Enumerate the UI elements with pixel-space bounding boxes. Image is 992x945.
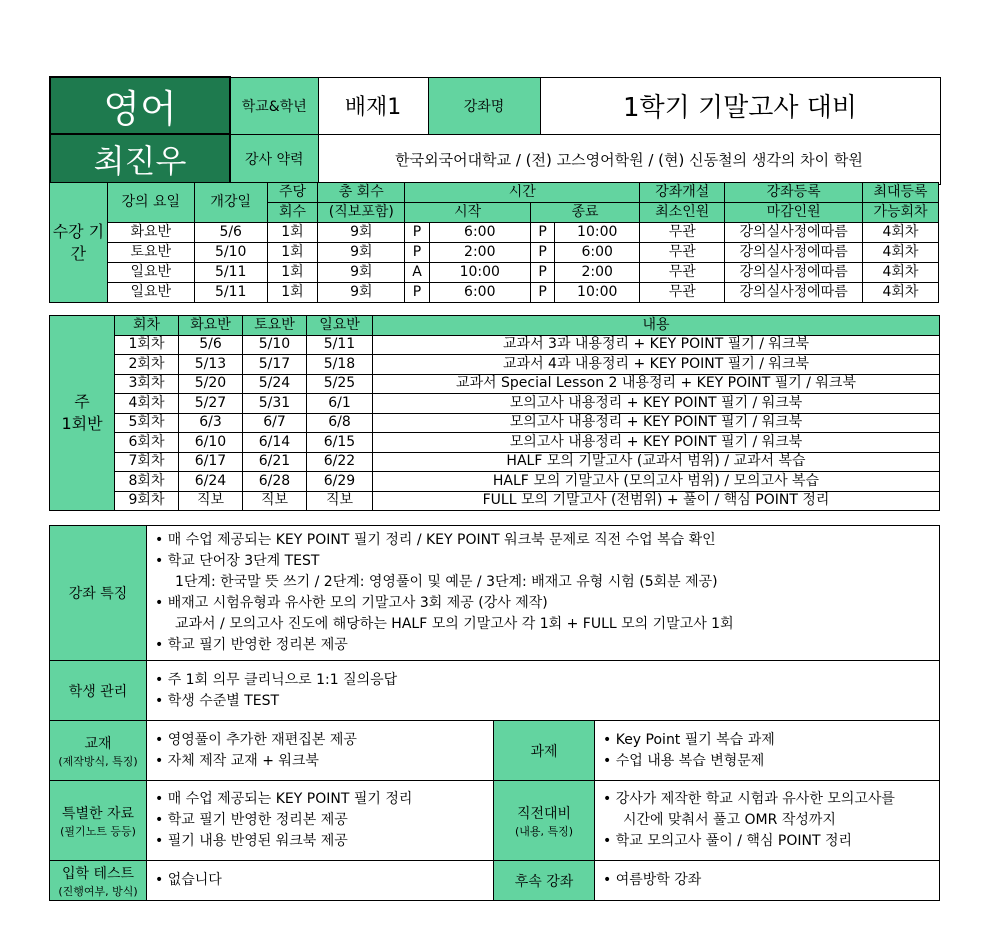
cell: 5/6: [179, 335, 243, 355]
cell: 강의실사정에따름: [725, 223, 863, 243]
prep-line: • 강사가 제작한 학교 시험과 유사한 모의고사를: [603, 791, 895, 807]
special-label: [50, 781, 147, 861]
career-label: 강사 약력: [230, 134, 318, 184]
cell: 무관: [640, 243, 725, 263]
feature-line: • 학교 필기 반영한 정리본 제공: [155, 637, 348, 653]
schedule-row: [50, 223, 939, 243]
cell: 모의고사 내용정리 + KEY POINT 필기 / 워크북: [373, 433, 940, 453]
cell: 6:00: [429, 283, 530, 303]
cell: 2회차: [115, 355, 179, 375]
material-line: • 영영풀이 추가한 재편집본 제공: [155, 731, 357, 748]
cell: 6/24: [179, 472, 243, 492]
student-content: [147, 661, 940, 721]
prep-label-sub: (내용, 특징): [514, 824, 574, 838]
features-content: [147, 526, 940, 661]
cell: 강의실사정에따름: [725, 263, 863, 283]
cell: 4회차: [862, 243, 938, 263]
col-total-2: (직보포함): [318, 203, 405, 223]
cell: 1회차: [115, 335, 179, 355]
cell: 6:00: [555, 243, 640, 263]
cell: 5/24: [243, 374, 307, 394]
col-time: 시간: [405, 183, 640, 203]
school-value: 배재1: [318, 77, 428, 134]
cell: 교과서 3과 내용정리 + KEY POINT 필기 / 워크북: [373, 335, 940, 355]
entry-label: [50, 861, 147, 901]
student-label: 학생 관리: [50, 661, 147, 721]
weekly-row: [50, 472, 940, 492]
cell: 5/20: [179, 374, 243, 394]
course-title: 1학기 기말고사 대비: [540, 77, 940, 134]
cell: 토요반: [107, 243, 194, 263]
cell: 6/1: [307, 394, 373, 414]
cell: P: [405, 243, 429, 263]
entry-label-text: 입학 테스트: [61, 865, 135, 882]
cell: 10:00: [555, 283, 640, 303]
col-max-1: 최대등록: [862, 183, 938, 203]
cell: 화요반: [107, 223, 194, 243]
cell: P: [405, 283, 429, 303]
features-label: 강좌 특징: [50, 526, 147, 661]
cell: 2:00: [429, 243, 530, 263]
school-label: 학교&학년: [230, 77, 318, 134]
cell: 6/17: [179, 452, 243, 472]
cell: 5/13: [179, 355, 243, 375]
material-label-text: 교재: [84, 735, 112, 752]
cell: 3회차: [115, 374, 179, 394]
cell: 1회: [267, 263, 318, 283]
cell: 1회: [267, 243, 318, 263]
col-sat: 토요반: [243, 316, 307, 336]
cell: 6:00: [429, 223, 530, 243]
material-label-sub: (제작방식, 특징): [58, 754, 138, 768]
weekly-row: [50, 355, 940, 375]
special-label-sub: (필기노트 등등): [60, 824, 136, 838]
cell: 1회: [267, 283, 318, 303]
material-content: [147, 721, 494, 781]
homework-line: • Key Point 필기 복습 과제: [603, 731, 775, 748]
cell: FULL 모의 기말고사 (전범위) + 풀이 / 핵심 POINT 정리: [373, 491, 940, 511]
cell: 무관: [640, 263, 725, 283]
cell: A: [405, 263, 429, 283]
cell: 8회차: [115, 472, 179, 492]
cell: 6/10: [179, 433, 243, 453]
material-line: • 자체 제작 교재 + 워크북: [155, 752, 319, 769]
cell: 6/28: [243, 472, 307, 492]
cell: 5/11: [307, 335, 373, 355]
feature-line: 1단계: 한국말 뜻 쓰기 / 2단계: 영영풀이 및 예문 / 3단계: 배재고 유형 시험 (5회분 제공): [175, 574, 718, 590]
cell: 교과서 4과 내용정리 + KEY POINT 필기 / 워크북: [373, 355, 940, 375]
cell: 9회: [318, 283, 405, 303]
cell: 9회: [318, 263, 405, 283]
weekly-row: [50, 374, 940, 394]
special-label-text: 특별한 자료: [61, 805, 135, 822]
col-start-date: 개강일: [194, 183, 267, 223]
cell: 10:00: [555, 223, 640, 243]
schedule-section-label: [50, 183, 108, 303]
cell: 9회: [318, 243, 405, 263]
cell: P: [530, 283, 554, 303]
cell: 5/27: [179, 394, 243, 414]
feature-line: • 배재고 시험유형과 유사한 모의 기말고사 3회 제공 (강사 제작): [155, 595, 548, 611]
special-content: [147, 781, 494, 861]
weekly-row: [50, 394, 940, 414]
cell: 5/17: [243, 355, 307, 375]
special-line: • 학교 필기 반영한 정리본 제공: [155, 812, 348, 828]
special-line: • 필기 내용 반영된 워크북 제공: [155, 833, 348, 849]
cell: 6/7: [243, 413, 307, 433]
schedule-row: [50, 263, 939, 283]
prep-line: • 학교 모의고사 풀이 / 핵심 POINT 정리: [603, 833, 853, 849]
col-time-start: 시작: [405, 203, 531, 223]
subject-cell: 영어: [50, 77, 230, 134]
cell: P: [405, 223, 429, 243]
weekly-section-label: [50, 316, 115, 511]
col-sun: 일요반: [307, 316, 373, 336]
cell: 5/18: [307, 355, 373, 375]
col-weekly-1: 주당: [267, 183, 318, 203]
cell: 6/29: [307, 472, 373, 492]
cell: 일요반: [107, 283, 194, 303]
feature-line: • 매 수업 제공되는 KEY POINT 필기 정리 / KEY POINT 워크북 문제로 직전 수업 복습 확인: [155, 532, 716, 548]
homework-label: 과제: [494, 721, 595, 781]
career-value: 한국외국어대학교 / (전) 고스영어학원 / (현) 신동철의 생각의 차이 학원: [318, 134, 940, 184]
col-day: 강의 요일: [107, 183, 194, 223]
cell: 직보: [243, 491, 307, 511]
col-min-1: 강좌개설: [640, 183, 725, 203]
col-time-end: 종료: [530, 203, 639, 223]
homework-content: [595, 721, 940, 781]
weekly-row: [50, 335, 940, 355]
course-label: 강좌명: [428, 77, 540, 134]
entry-value: • 없습니다: [147, 861, 494, 901]
prep-content: [595, 781, 940, 861]
cell: 강의실사정에따름: [725, 243, 863, 263]
cell: 강의실사정에따름: [725, 283, 863, 303]
cell: 1회: [267, 223, 318, 243]
entry-label-sub: (진행여부, 방식): [58, 884, 138, 898]
prep-line: 시간에 맞춰서 풀고 OMR 작성까지: [623, 812, 836, 828]
cell: 9회: [318, 223, 405, 243]
col-min-2: 최소인원: [640, 203, 725, 223]
header-table: [49, 76, 941, 185]
schedule-row: [50, 283, 939, 303]
col-deadline-2: 마감인원: [725, 203, 863, 223]
cell: 4회차: [862, 283, 938, 303]
material-label: [50, 721, 147, 781]
cell: 4회차: [862, 263, 938, 283]
schedule-row: [50, 243, 939, 263]
cell: 5/31: [243, 394, 307, 414]
cell: 직보: [179, 491, 243, 511]
weekly-section-text-1: 주: [74, 392, 90, 411]
cell: 9회차: [115, 491, 179, 511]
cell: 무관: [640, 223, 725, 243]
cell: 6/15: [307, 433, 373, 453]
followup-value: • 여름방학 강좌: [595, 861, 940, 901]
cell: 일요반: [107, 263, 194, 283]
feature-line: • 학교 단어장 3단계 TEST: [155, 553, 320, 569]
prep-label-text: 직전대비: [516, 805, 572, 822]
cell: 10:00: [429, 263, 530, 283]
cell: 교과서 Special Lesson 2 내용정리 + KEY POINT 필기 / 워크북: [373, 374, 940, 394]
col-tue: 화요반: [179, 316, 243, 336]
cell: 4회차: [115, 394, 179, 414]
cell: HALF 모의 기말고사 (모의고사 범위) / 모의고사 복습: [373, 472, 940, 492]
student-line: • 주 1회 의무 클리닉으로 1:1 질의응답: [155, 671, 398, 688]
weekly-row: [50, 413, 940, 433]
col-content: 내용: [373, 316, 940, 336]
special-line: • 매 수업 제공되는 KEY POINT 필기 정리: [155, 791, 413, 807]
followup-label: 후속 강좌: [494, 861, 595, 901]
weekly-table: [49, 315, 940, 511]
prep-label: [494, 781, 595, 861]
cell: P: [530, 263, 554, 283]
col-total-1: 총 회수: [318, 183, 405, 203]
cell: 무관: [640, 283, 725, 303]
schedule-table: [49, 182, 939, 303]
cell: 5/25: [307, 374, 373, 394]
cell: 직보: [307, 491, 373, 511]
feature-line: 교과서 / 모의고사 진도에 해당하는 HALF 모의 기말고사 각 1회 + FULL 모의 기말고사 1회: [175, 616, 734, 632]
cell: 6/21: [243, 452, 307, 472]
homework-line: • 수업 내용 복습 변형문제: [603, 752, 765, 769]
weekly-row: [50, 491, 940, 511]
cell: 5회차: [115, 413, 179, 433]
cell: 5/10: [243, 335, 307, 355]
col-deadline-1: 강좌등록: [725, 183, 863, 203]
cell: 7회차: [115, 452, 179, 472]
col-session: 회차: [115, 316, 179, 336]
cell: 6/8: [307, 413, 373, 433]
weekly-row: [50, 452, 940, 472]
cell: 5/6: [194, 223, 267, 243]
cell: P: [530, 223, 554, 243]
col-max-2: 가능회차: [862, 203, 938, 223]
cell: 6/14: [243, 433, 307, 453]
col-weekly-2: 회수: [267, 203, 318, 223]
cell: 5/11: [194, 283, 267, 303]
weekly-section-text-2: 1회반: [61, 414, 103, 433]
cell: 모의고사 내용정리 + KEY POINT 필기 / 워크북: [373, 413, 940, 433]
cell: 2:00: [555, 263, 640, 283]
cell: 모의고사 내용정리 + KEY POINT 필기 / 워크북: [373, 394, 940, 414]
cell: 4회차: [862, 223, 938, 243]
cell: 6/3: [179, 413, 243, 433]
cell: HALF 모의 기말고사 (교과서 범위) / 교과서 복습: [373, 452, 940, 472]
teacher-cell: 최진우: [50, 134, 230, 184]
cell: P: [530, 243, 554, 263]
cell: 6/22: [307, 452, 373, 472]
cell: 5/11: [194, 263, 267, 283]
cell: 6회차: [115, 433, 179, 453]
weekly-row: [50, 433, 940, 453]
student-line: • 학생 수준별 TEST: [155, 692, 280, 709]
cell: 5/10: [194, 243, 267, 263]
schedule-section-text: 수강 기간: [52, 221, 105, 263]
info-table: [49, 525, 940, 901]
